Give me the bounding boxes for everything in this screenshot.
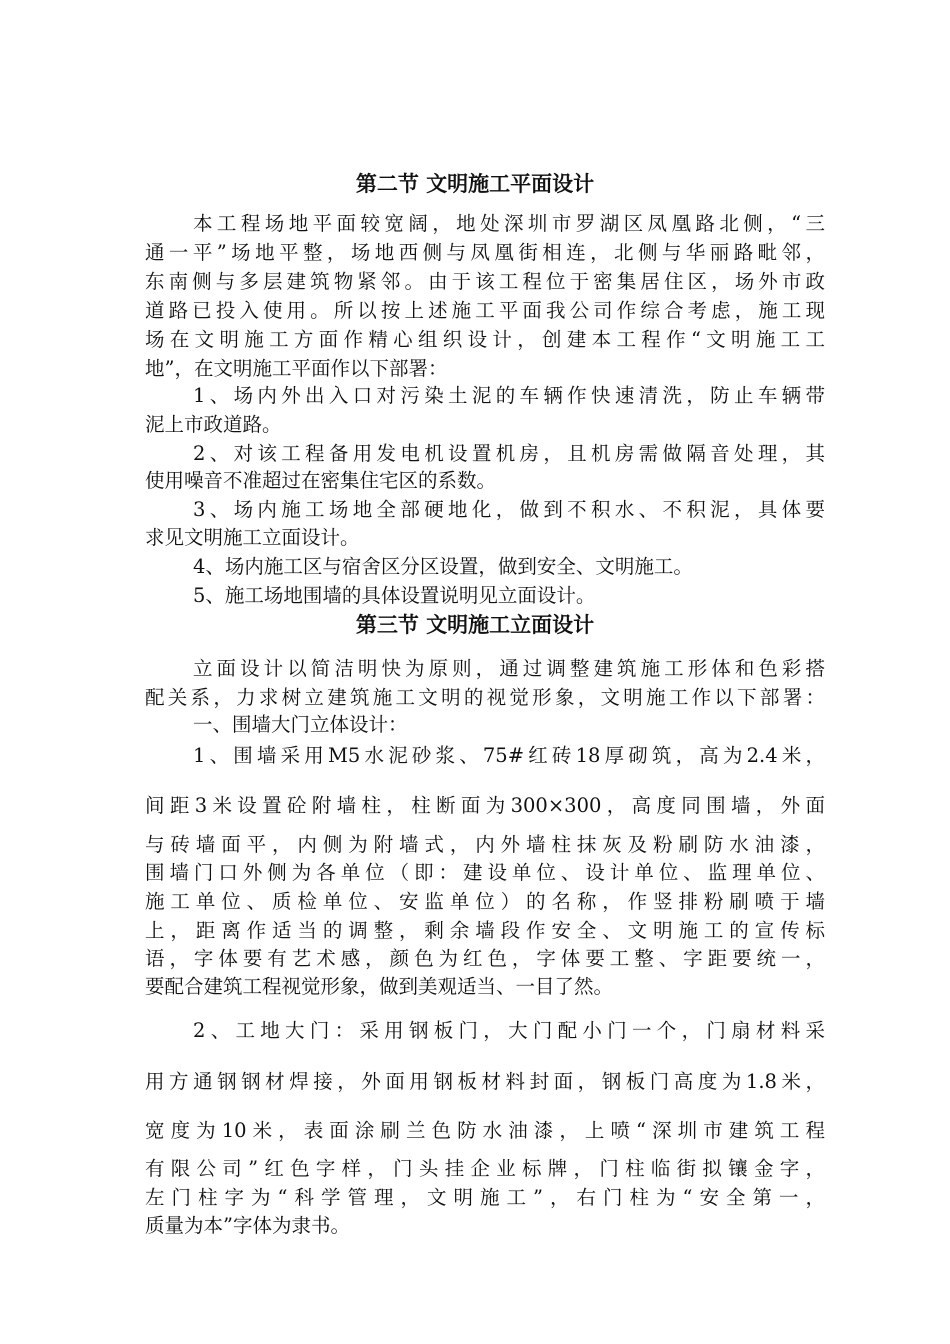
paragraph-line: 道路已投入使用。所以按上述施工平面我公司作综合考虑，施工现: [145, 299, 825, 322]
section-3-title: 第三节 文明施工立面设计: [355, 613, 595, 637]
paragraph-line: 左门柱字为“科学管理，文明施工”，右门柱为“安全第一，: [145, 1186, 825, 1209]
paragraph-line: 要配合建筑工程视觉形象，做到美观适当、一目了然。: [145, 975, 614, 998]
paragraph-line: 通一平”场地平整，场地西侧与凤凰街相连，北侧与华丽路毗邻，: [145, 241, 825, 264]
list-item-line: 5、施工场地围墙的具体设置说明见立面设计。: [193, 584, 596, 607]
paragraph-line: 2、工地大门：采用钢板门，大门配小门一个，门扇材料采: [193, 1019, 825, 1042]
section-2-title: 第二节 文明施工平面设计: [355, 172, 595, 196]
paragraph-line: 有限公司”红色字样，门头挂企业标牌，门柱临街拟镶金字，: [145, 1157, 825, 1180]
paragraph-line: 与砖墙面平，内侧为附墙式，内外墙柱抹灰及粉刷防水油漆，: [145, 833, 825, 856]
paragraph-line: 质量为本”字体为隶书。: [145, 1214, 350, 1237]
paragraph-line: 本工程场地平面较宽阔，地处深圳市罗湖区凤凰路北侧，“三: [193, 212, 825, 235]
paragraph-line: 配关系，力求树立建筑施工文明的视觉形象，文明施工作以下部署：: [145, 686, 825, 709]
paragraph-line: 语，字体要有艺术感，颜色为红色，字体要工整、字距要统一，: [145, 947, 825, 970]
paragraph-line: 围墙门口外侧为各单位（即：建设单位、设计单位、监理单位、: [145, 861, 825, 884]
list-item-line: 使用噪音不准超过在密集住宅区的系数。: [145, 469, 497, 492]
list-item-line: 泥上市政道路。: [145, 413, 282, 436]
list-item-line: 4、场内施工区与宿舍区分区设置，做到安全、文明施工。: [193, 555, 693, 578]
paragraph-line: 间距3米设置砼附墙柱，柱断面为300×300，高度同围墙，外面: [145, 794, 825, 817]
paragraph-line: 宽度为10米，表面涂刷兰色防水油漆，上喷“深圳市建筑工程: [145, 1119, 825, 1142]
paragraph-line: 东南侧与多层建筑物紧邻。由于该工程位于密集居住区，场外市政: [145, 270, 825, 293]
paragraph-line: 上，距离作适当的调整，剩余墙段作安全、文明施工的宣传标: [145, 919, 825, 942]
sub-heading: 一、围墙大门立体设计：: [193, 713, 408, 736]
paragraph-line: 立面设计以简洁明快为原则，通过调整建筑施工形体和色彩搭: [193, 657, 825, 680]
paragraph-line: 场在文明施工方面作精心组织设计，创建本工程作“文明施工工: [145, 328, 825, 351]
list-item-line: 2、对该工程备用发电机设置机房，且机房需做隔音处理，其: [193, 442, 825, 465]
paragraph-line: 用方通钢钢材焊接，外面用钢板材料封面，钢板门高度为1.8米，: [145, 1070, 825, 1093]
list-item-line: 3、场内施工场地全部硬地化，做到不积水、不积泥，具体要: [193, 498, 825, 521]
paragraph-line: 施工单位、质检单位、安监单位）的名称，作竖排粉刷喷于墙: [145, 890, 825, 913]
list-item-line: 1、场内外出入口对污染土泥的车辆作快速清洗，防止车辆带: [193, 384, 825, 407]
list-item-line: 求见文明施工立面设计。: [145, 526, 360, 549]
paragraph-line: 1、围墙采用M5水泥砂浆、75#红砖18厚砌筑，高为2.4米，: [193, 744, 825, 767]
paragraph-line: 地”，在文明施工平面作以下部署：: [145, 357, 448, 380]
